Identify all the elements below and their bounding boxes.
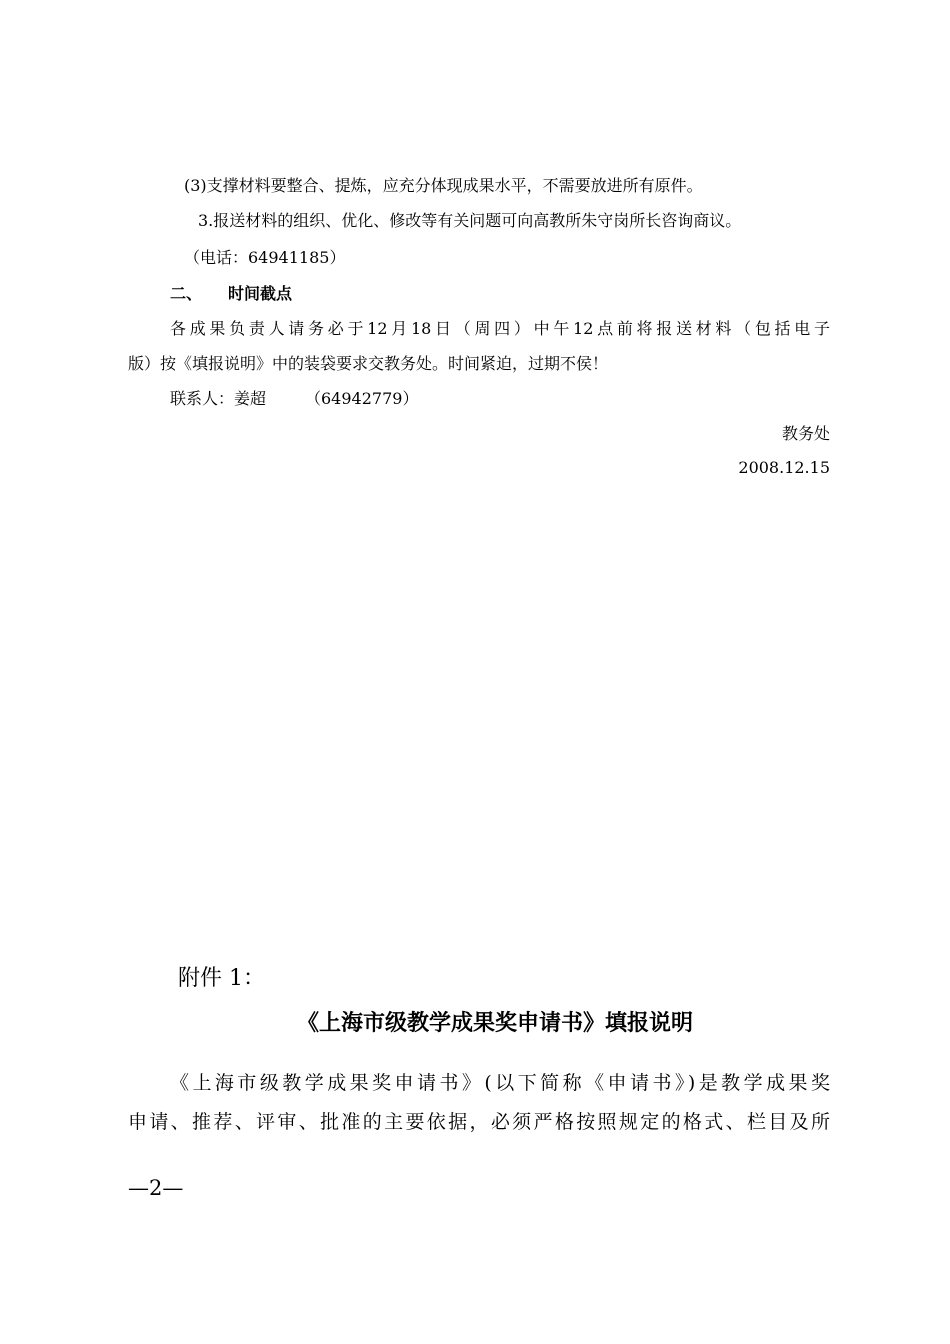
point-3-text: 3.报送材料的组织、优化、修改等有关问题可向高教所朱守岗所长咨询商议。 <box>198 211 742 230</box>
section-heading-title: 时间截点 <box>228 284 293 303</box>
phone-text: （电话：64941185） <box>184 248 346 267</box>
attachment-label: 附件 1： <box>178 966 265 991</box>
attachment-paragraph-line-1: 《上海市级教学成果奖申请书》(以下简称《申请书》)是教学成果奖 <box>170 1072 830 1094</box>
deadline-paragraph-line-2: 版）按《填报说明》中的装袋要求交教务处。时间紧迫，过期不侯！ <box>128 354 609 373</box>
item-3-text: (3)支撑材料要整合、提炼，应充分体现成果水平，不需要放进所有原件。 <box>184 176 703 195</box>
section-heading-number: 二、 <box>170 284 203 303</box>
signature-date: 2008.12.15 <box>738 458 830 477</box>
deadline-paragraph-line-1: 各成果负责人请务必于12月18日（周四）中午12点前将报送材料（包括电子 <box>170 319 830 338</box>
signature-office: 教务处 <box>781 424 830 443</box>
contact-phone: （64942779） <box>305 389 419 408</box>
attachment-paragraph-line-2: 申请、推荐、评审、批准的主要依据，必须严格按照规定的格式、栏目及所 <box>128 1111 830 1133</box>
page-number: —2— <box>128 1176 184 1200</box>
attachment-title: 《上海市级教学成果奖申请书》填报说明 <box>296 1010 693 1036</box>
contact-person: 联系人：姜超 <box>170 389 267 408</box>
